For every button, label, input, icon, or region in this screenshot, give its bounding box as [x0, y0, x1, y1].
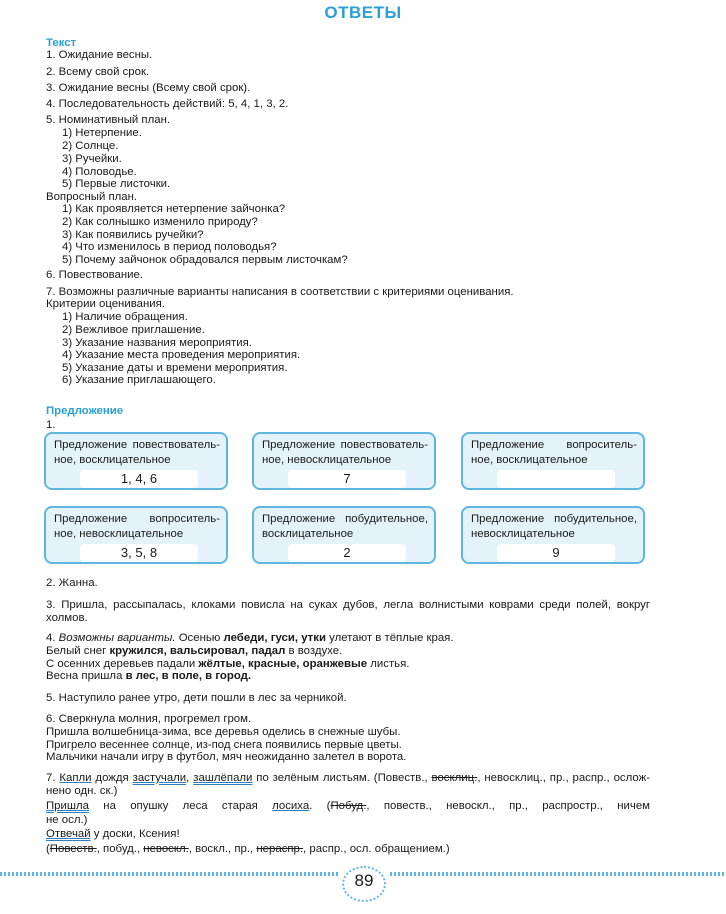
- sentence-answer-4-line3: С осенних деревьев падали жёлтые, красные, оранжевые листья.: [46, 658, 410, 670]
- plan-item: 4) Половодье.: [62, 166, 137, 178]
- sentence-answer-6-line: Мальчики начали игру в футбол, мяч неожиданно залетел в ворота.: [46, 751, 407, 763]
- plan-item: 2) Солнце.: [62, 140, 119, 152]
- sentence-answer-4-line4: Весна пришла в лес, в поле, в город.: [46, 670, 252, 682]
- sentence-answer-4-line1: 4. Возможны варианты. Осенью лебеди, гуси, утки улетают в тёплые края.: [46, 632, 454, 644]
- question-item: 4) Что изменилось в период половодья?: [62, 241, 277, 253]
- question-item: 3) Как появились ручейки?: [62, 229, 204, 241]
- answer-field: 2: [288, 544, 406, 562]
- sentence-type-box: Предложение повествователь- ное, невосклицательное 7: [252, 432, 436, 490]
- answer-field: 7: [288, 470, 406, 488]
- question-item: 2) Как солнышко изменило природу?: [62, 216, 258, 228]
- criteria-item: 5) Указание даты и времени мероприятия.: [62, 362, 288, 374]
- sentence-answer-7-line6: (Повеств., побуд., невоскл., воскл., пр., нераспр., распр., осл. обращением.): [46, 843, 450, 855]
- sentence-answer-7-line2: нено одн. ск.): [46, 785, 118, 797]
- answer-6: 6. Повествование.: [46, 269, 144, 281]
- task-1-number: 1.: [46, 419, 56, 431]
- sentence-answer-2: 2. Жанна.: [46, 577, 98, 589]
- criteria-item: 4) Указание места проведения мероприятия.: [62, 349, 301, 361]
- sentence-type-box: Предложение побудительное, восклицательное 2: [252, 506, 436, 564]
- criteria-item: 1) Наличие обращения.: [62, 311, 188, 323]
- footer-divider-right: [390, 872, 726, 876]
- sentence-answer-5: 5. Наступило ранее утро, дети пошли в лес за черникой.: [46, 692, 347, 704]
- criteria-title: Критерии оценивания.: [46, 298, 165, 310]
- answer-field: [497, 470, 615, 488]
- criteria-item: 6) Указание приглашающего.: [62, 374, 216, 386]
- plan-item: 3) Ручейки.: [62, 153, 122, 165]
- criteria-item: 3) Указание названия мероприятия.: [62, 337, 252, 349]
- question-plan-title: Вопросный план.: [46, 191, 138, 203]
- question-item: 1) Как проявляется нетерпение зайчонка?: [62, 203, 286, 215]
- sentence-answer-4-line2: Белый снег кружился, вальсировал, падал в воздухе.: [46, 645, 343, 657]
- question-item: 5) Почему зайчонок обрадовался первым листочкам?: [62, 254, 348, 266]
- sentence-type-box: Предложение повествователь- ное, восклицательное 1, 4, 6: [44, 432, 228, 490]
- plan-item: 1) Нетерпение.: [62, 127, 142, 139]
- sentence-type-box: Предложение побудительное, невосклицательное 9: [461, 506, 645, 564]
- sentence-answer-7-line4: не осл.): [46, 814, 88, 826]
- section-heading-sentence: Предложение: [46, 405, 124, 417]
- answer-field: 1, 4, 6: [80, 470, 198, 488]
- answer-5: 5. Номинативный план.: [46, 114, 171, 126]
- answer-field: 9: [497, 544, 615, 562]
- sentence-type-box: Предложение вопроситель- ное, невосклицательное 3, 5, 8: [44, 506, 228, 564]
- sentence-answer-7-line1: 7. Капли дождя застучали, зашлёпали по зелёным листьям. (Повеств., восклиц., невосклиц., пр., распр., ослож-: [46, 772, 650, 784]
- answer-1: 1. Ожидание весны.: [46, 49, 153, 61]
- answer-4: 4. Последовательность действий: 5, 4, 1, 3, 2.: [46, 98, 289, 110]
- page-title: ОТВЕТЫ: [324, 3, 402, 22]
- section-heading-text: Текст: [46, 37, 77, 49]
- answer-field: 3, 5, 8: [80, 544, 198, 562]
- plan-item: 5) Первые листочки.: [62, 178, 171, 190]
- answer-2: 2. Всему свой срок.: [46, 66, 150, 78]
- sentence-answer-7-line3: Пришла на опушку леса старая лосиха. (Побуд., повеств., невоскл., пр., распростр., ничем: [46, 800, 650, 812]
- answer-3: 3. Ожидание весны (Всему свой срок).: [46, 82, 251, 94]
- page-number: 89: [354, 871, 374, 890]
- sentence-answer-6-line: Пригрело весеннее солнце, из-под снега появились первые цветы.: [46, 739, 402, 751]
- sentence-answer-3: 3. Пришла, рассыпалась, клоками повисла на суках дубов, легла волнистыми коврами среди полей, вокруг холмов.: [46, 599, 650, 625]
- criteria-item: 2) Вежливое приглашение.: [62, 324, 205, 336]
- sentence-answer-6-line: Пришла волшебница-зима, все деревья оделись в снежные шубы.: [46, 726, 401, 738]
- sentence-answer-7-line5: Отвечай у доски, Ксения!: [46, 828, 180, 840]
- footer-divider-left: [0, 872, 338, 876]
- answer-7: 7. Возможны различные варианты написания в соответствии с критериями оценивания.: [46, 286, 514, 298]
- sentence-type-box: Предложение вопроситель- ное, восклицательное: [461, 432, 645, 490]
- sentence-answer-6-line: 6. Сверкнула молния, прогремел гром.: [46, 713, 252, 725]
